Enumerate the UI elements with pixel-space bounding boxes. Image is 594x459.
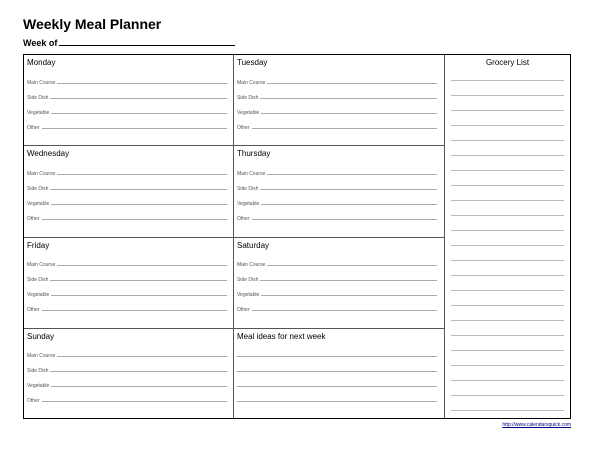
grocery-line[interactable] bbox=[451, 245, 564, 246]
idea-line[interactable] bbox=[237, 386, 437, 387]
page-title: Weekly Meal Planner bbox=[23, 16, 162, 32]
idea-line[interactable] bbox=[237, 371, 437, 372]
meal-ideas-title: Meal ideas for next week bbox=[237, 332, 326, 341]
grocery-line[interactable] bbox=[451, 95, 564, 96]
field-label: Other bbox=[237, 216, 250, 222]
idea-line[interactable] bbox=[237, 401, 437, 402]
write-line[interactable] bbox=[57, 356, 227, 357]
grocery-line[interactable] bbox=[451, 140, 564, 141]
grocery-list-title: Grocery List bbox=[485, 58, 530, 67]
write-line[interactable] bbox=[57, 83, 227, 84]
field-label: Main Course bbox=[27, 262, 56, 268]
field-label: Main Course bbox=[27, 80, 56, 86]
field-label: Other bbox=[27, 125, 40, 131]
write-line[interactable] bbox=[261, 204, 437, 205]
grocery-line[interactable] bbox=[451, 230, 564, 231]
grocery-line[interactable] bbox=[451, 410, 564, 411]
day-title: Sunday bbox=[27, 332, 55, 341]
day-title: Wednesday bbox=[27, 149, 70, 158]
day-cell-sunday bbox=[24, 329, 234, 418]
field-label: Other bbox=[237, 125, 250, 131]
write-line[interactable] bbox=[252, 310, 437, 311]
grocery-line[interactable] bbox=[451, 200, 564, 201]
meal-row-vegetable[interactable] bbox=[237, 197, 437, 207]
grocery-line[interactable] bbox=[451, 155, 564, 156]
write-line[interactable] bbox=[42, 128, 227, 129]
meal-row-side-dish[interactable] bbox=[27, 182, 227, 192]
week-of-field[interactable] bbox=[23, 37, 235, 48]
write-line[interactable] bbox=[50, 189, 227, 190]
write-line[interactable] bbox=[51, 386, 227, 387]
field-label: Vegetable bbox=[27, 383, 50, 389]
footer-link[interactable]: http://www.calendarsquick.com bbox=[502, 422, 571, 428]
grocery-line[interactable] bbox=[451, 290, 564, 291]
meal-ideas-cell bbox=[234, 329, 444, 418]
write-line[interactable] bbox=[50, 98, 227, 99]
write-line[interactable] bbox=[50, 280, 227, 281]
meal-row-main-course[interactable] bbox=[27, 258, 227, 268]
write-line[interactable] bbox=[51, 295, 227, 296]
meal-row-main-course[interactable] bbox=[237, 167, 437, 177]
meal-row-other[interactable] bbox=[27, 121, 227, 131]
field-label: Side Dish bbox=[27, 95, 49, 101]
grocery-line[interactable] bbox=[451, 170, 564, 171]
day-title: Saturday bbox=[237, 241, 270, 250]
meal-row-side-dish[interactable] bbox=[27, 364, 227, 374]
day-title: Monday bbox=[27, 58, 56, 67]
field-label: Vegetable bbox=[237, 201, 260, 207]
grocery-line[interactable] bbox=[451, 350, 564, 351]
day-cell-friday bbox=[24, 238, 234, 329]
write-line[interactable] bbox=[260, 189, 437, 190]
write-line[interactable] bbox=[57, 174, 227, 175]
meal-row-side-dish[interactable] bbox=[237, 91, 437, 101]
grocery-line[interactable] bbox=[451, 365, 564, 366]
write-line[interactable] bbox=[42, 219, 227, 220]
grocery-line[interactable] bbox=[451, 80, 564, 81]
field-label: Vegetable bbox=[237, 110, 260, 116]
field-label: Main Course bbox=[27, 171, 56, 177]
grocery-line[interactable] bbox=[451, 215, 564, 216]
write-line[interactable] bbox=[260, 280, 437, 281]
grocery-line[interactable] bbox=[451, 395, 564, 396]
field-label: Side Dish bbox=[27, 277, 49, 283]
write-line[interactable] bbox=[57, 265, 227, 266]
write-line[interactable] bbox=[252, 219, 437, 220]
field-label: Main Course bbox=[237, 80, 266, 86]
grocery-line[interactable] bbox=[451, 335, 564, 336]
meal-row-main-course[interactable] bbox=[27, 76, 227, 86]
meal-row-vegetable[interactable] bbox=[27, 379, 227, 389]
day-cell-tuesday bbox=[234, 55, 444, 146]
field-label: Vegetable bbox=[27, 292, 50, 298]
day-cell-monday bbox=[24, 55, 234, 146]
meal-row-other[interactable] bbox=[237, 121, 437, 131]
meal-row-main-course[interactable] bbox=[27, 349, 227, 359]
field-label: Vegetable bbox=[27, 110, 50, 116]
field-label: Main Course bbox=[237, 171, 266, 177]
meal-row-vegetable[interactable] bbox=[27, 106, 227, 116]
field-label: Side Dish bbox=[237, 186, 259, 192]
write-line[interactable] bbox=[51, 113, 227, 114]
meal-row-other[interactable] bbox=[237, 303, 437, 313]
meal-row-other[interactable] bbox=[27, 212, 227, 222]
field-label: Other bbox=[27, 307, 40, 313]
meal-row-side-dish[interactable] bbox=[237, 273, 437, 283]
meal-row-vegetable[interactable] bbox=[27, 197, 227, 207]
field-label: Main Course bbox=[27, 353, 56, 359]
meal-row-vegetable[interactable] bbox=[237, 288, 437, 298]
grocery-line[interactable] bbox=[451, 305, 564, 306]
meal-row-vegetable[interactable] bbox=[27, 288, 227, 298]
day-title: Tuesday bbox=[237, 58, 268, 67]
field-label: Main Course bbox=[237, 262, 266, 268]
field-label: Vegetable bbox=[27, 201, 50, 207]
field-label: Side Dish bbox=[27, 368, 49, 374]
meal-row-other[interactable] bbox=[27, 303, 227, 313]
field-label: Side Dish bbox=[237, 95, 259, 101]
field-label: Other bbox=[27, 398, 40, 404]
meal-row-main-course[interactable] bbox=[27, 167, 227, 177]
meal-row-vegetable[interactable] bbox=[237, 106, 437, 116]
grocery-line[interactable] bbox=[451, 260, 564, 261]
grocery-line[interactable] bbox=[451, 320, 564, 321]
day-cell-saturday bbox=[234, 238, 444, 329]
field-label: Vegetable bbox=[237, 292, 260, 298]
meal-row-main-course[interactable] bbox=[237, 76, 437, 86]
write-line[interactable] bbox=[51, 204, 227, 205]
grocery-line[interactable] bbox=[451, 380, 564, 381]
day-cell-wednesday bbox=[24, 146, 234, 237]
planner-table bbox=[23, 54, 571, 419]
grocery-line[interactable] bbox=[451, 110, 564, 111]
week-of-blank-line[interactable] bbox=[59, 37, 235, 46]
meal-row-side-dish[interactable] bbox=[237, 182, 437, 192]
idea-line[interactable] bbox=[237, 356, 437, 357]
day-cell-thursday bbox=[234, 146, 444, 237]
field-label: Other bbox=[237, 307, 250, 313]
grocery-list-column bbox=[445, 55, 570, 418]
meal-row-main-course[interactable] bbox=[237, 258, 437, 268]
write-line[interactable] bbox=[261, 113, 437, 114]
grocery-line[interactable] bbox=[451, 125, 564, 126]
write-line[interactable] bbox=[42, 401, 227, 402]
meal-row-other[interactable] bbox=[237, 212, 437, 222]
write-line[interactable] bbox=[260, 98, 437, 99]
week-of-label: Week of bbox=[23, 38, 58, 48]
write-line[interactable] bbox=[252, 128, 437, 129]
meal-row-side-dish[interactable] bbox=[27, 273, 227, 283]
grocery-line[interactable] bbox=[451, 275, 564, 276]
write-line[interactable] bbox=[267, 83, 437, 84]
write-line[interactable] bbox=[42, 310, 227, 311]
meal-row-side-dish[interactable] bbox=[27, 91, 227, 101]
write-line[interactable] bbox=[50, 371, 227, 372]
day-title: Friday bbox=[27, 241, 50, 250]
day-title: Thursday bbox=[237, 149, 271, 158]
meal-row-other[interactable] bbox=[27, 394, 227, 404]
field-label: Side Dish bbox=[237, 277, 259, 283]
write-line[interactable] bbox=[267, 174, 437, 175]
grocery-line[interactable] bbox=[451, 185, 564, 186]
write-line[interactable] bbox=[267, 265, 437, 266]
write-line[interactable] bbox=[261, 295, 437, 296]
field-label: Side Dish bbox=[27, 186, 49, 192]
field-label: Other bbox=[27, 216, 40, 222]
